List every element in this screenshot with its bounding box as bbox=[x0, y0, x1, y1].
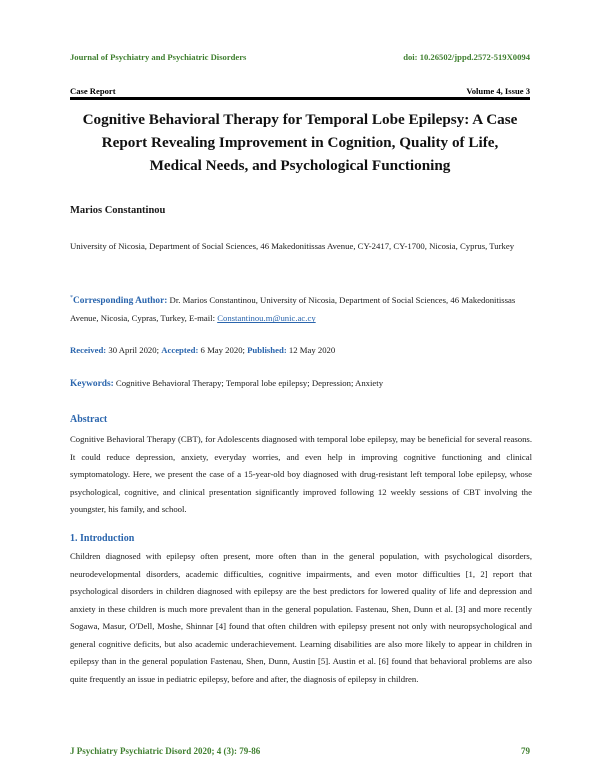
article-dates bbox=[70, 342, 532, 360]
article-title bbox=[70, 108, 530, 177]
author-name: Marios Constantinou bbox=[70, 205, 166, 216]
published-date: 12 May 2020 bbox=[286, 345, 336, 355]
title-line: Cognitive Behavioral Therapy for Temporal Lobe Epilepsy: A Case bbox=[82, 111, 518, 128]
doi-link[interactable]: doi: 10.26502/jppd.2572-519X0094 bbox=[403, 52, 530, 62]
volume-issue: Volume 4, Issue 3 bbox=[466, 86, 530, 96]
corresponding-label: Corresponding Author: bbox=[73, 295, 168, 306]
running-header bbox=[70, 52, 530, 66]
keywords bbox=[70, 375, 532, 394]
keywords-label: Keywords: bbox=[70, 379, 114, 389]
introduction-heading: 1. Introduction bbox=[70, 533, 135, 544]
affiliation: University of Nicosia, Department of Social Sciences, 46 Makedonitissas Avenue, CY-2417, CY-1700, Nicosia, Cyprus, Turkey bbox=[70, 241, 515, 251]
page-number: 79 bbox=[521, 746, 530, 756]
journal-name: Journal of Psychiatry and Psychiatric Disorders bbox=[70, 52, 247, 62]
received-label: Received: bbox=[70, 345, 107, 355]
abstract-heading: Abstract bbox=[70, 414, 108, 425]
accepted-date: 6 May 2020; bbox=[198, 345, 248, 355]
abstract-text: Cognitive Behavioral Therapy (CBT), for Adolescents diagnosed with temporal lobe epilepsy, may be beneficial for several reasons. It could reduce depression, anxiety, everyday worries, and even help in improving cognitive functioning and clinical symptomatology. Here, we present the case of a 15-year-old boy diagnosed with drug-resistant left temporal lobe epilepsy, whose psychological, cognitive, and clinical presentation significantly improved following 12 weekly sessions of CBT involving the youngster, his family, and school. bbox=[70, 434, 532, 514]
published-label: Published: bbox=[247, 345, 287, 355]
accepted-label: Accepted: bbox=[161, 345, 199, 355]
article-type: Case Report bbox=[70, 86, 116, 96]
introduction-text: Children diagnosed with epilepsy often present, more often than in the general population, with psychological disorders, neurodevelopmental disorders, academic difficulties, cognitive impairments, and even motor difficulties [1, 2] report that psychological disorders in children diagnosed with epilepsy are the best predictors for lowered quality of life and depression and anxiety in these children is much more prevalent than in the general population. Fastenau, Shen, Dunn et al. [3] and more recently Sogawa, Masur, O'Dell, Moshe, Shinnar [4] found that often children with epilepsy present not only with neuropsychological and general cognitive deficits, but also academic underachievement. Learning disabilities are also more likely to appear in children in epilepsy than in the general population Fastenau, Shen, Dunn, Austin [5]. Austin et al. [6] found that behavioral problems are also quite frequently an issue in pediatric epilepsy, before and after, the diagnosis of epilepsy in children. bbox=[70, 551, 532, 684]
received-date: 30 April 2020; bbox=[106, 345, 162, 355]
keywords-text: Cognitive Behavioral Therapy; Temporal lobe epilepsy; Depression; Anxiety bbox=[113, 378, 384, 388]
title-line: Medical Needs, and Psychological Functioning bbox=[149, 157, 451, 174]
article-type-bar bbox=[70, 86, 530, 97]
header-rule bbox=[70, 97, 530, 100]
corresponding-text: Dr. Marios Constantinou, University of Nicosia, Department of Social Sciences, 46 Makedonitissas Avenue, Nicosia, Cypras, Turkey, E-mail: bbox=[70, 294, 516, 324]
corresponding-author bbox=[70, 290, 532, 328]
email-link[interactable]: Constantinou.m@unic.ac.cy bbox=[217, 313, 316, 324]
footer-citation: J Psychiatry Psychiatric Disord 2020; 4 (3): 79-86 bbox=[70, 746, 261, 756]
title-line: Report Revealing Improvement in Cognition, Quality of Life, bbox=[101, 134, 499, 151]
corresponding-marker: * bbox=[70, 295, 73, 301]
